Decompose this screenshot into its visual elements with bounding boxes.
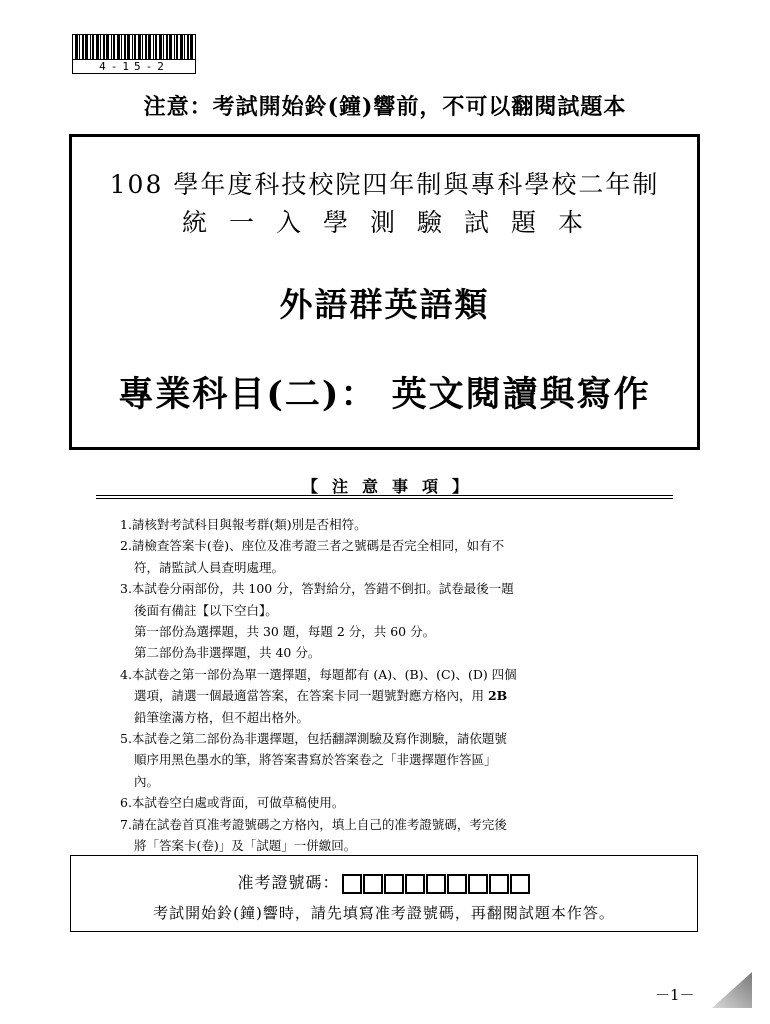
exam-id-hint: 考試開始鈴(鐘)響時，請先填寫准考證號碼，再翻閱試題本作答。 [153, 904, 615, 922]
notice-item: 5.本試卷之第二部份為非選擇題，包括翻譯測驗及寫作測驗，請依題號 [120, 731, 507, 747]
notice-item: 將「答案卡(卷)」及「試題」一併繳回。 [134, 838, 357, 854]
notice-item: 6.本試卷空白處或背面，可做草稿使用。 [120, 795, 345, 811]
exam-id-input[interactable] [342, 873, 531, 894]
notice-item: 內。 [134, 773, 160, 789]
notice-list [120, 514, 660, 857]
digit-box[interactable] [510, 874, 530, 894]
barcode-icon [72, 34, 196, 60]
notice-item: 3.本試卷分兩部份，共 100 分，答對給分，答錯不倒扣。試卷最後一題 [120, 581, 514, 597]
pencil-grade: 2B [487, 688, 508, 704]
title-box [69, 134, 700, 450]
page-number: －1－ [655, 986, 695, 1004]
digit-box[interactable] [489, 874, 509, 894]
subject-title: 專業科目(二)： 英文閱讀與寫作 [118, 374, 651, 415]
notice-item: 鉛筆塗滿方格，但不超出格外。 [134, 709, 310, 725]
notice-item: 第一部份為選擇題，共 30 題，每題 2 分，共 60 分。 [134, 624, 436, 640]
notice-item: 4.本試卷之第一部份為單一選擇題，每題都有 (A)、(B)、(C)、(D) 四個 [120, 666, 517, 682]
divider [96, 498, 673, 499]
notice-item: 1.請核對考試科目與報考群(類)別是否相符。 [120, 517, 367, 532]
notice-header: 【注意事項】 [301, 477, 482, 496]
digit-box[interactable] [426, 874, 446, 894]
digit-box[interactable] [384, 874, 404, 894]
digit-box[interactable] [342, 874, 362, 894]
barcode [72, 34, 196, 74]
notice-item: 後面有備註【以下空白】。 [134, 602, 278, 618]
page-corner-icon [712, 972, 752, 1008]
notice-item [120, 685, 660, 706]
exam-id-box [70, 855, 698, 932]
digit-box[interactable] [468, 874, 488, 894]
notice-item: 符，請監試人員查明處理。 [134, 559, 285, 575]
digit-box[interactable] [405, 874, 425, 894]
barcode-code: 4-15-2 [72, 60, 196, 74]
digit-box[interactable] [363, 874, 383, 894]
notice-item: 7.請在試卷首頁准考證號碼之方格內，填上自己的准考證號碼，考完後 [120, 816, 507, 832]
notice-item: 第二部份為非選擇題，共 40 分。 [134, 645, 321, 661]
warning-text: 注意：考試開始鈴(鐘)響前，不可以翻閱試題本 [143, 94, 627, 120]
notice-item-text: 選項，請選一個最適當答案，在答案卡同一題號對應方格內，用 [134, 688, 488, 704]
title-line-2: 統一入學測驗試題本 [181, 208, 605, 237]
exam-id-label: 准考證號碼： [237, 873, 340, 892]
group-title: 外語群英語類 [279, 285, 490, 324]
digit-box[interactable] [447, 874, 467, 894]
divider [96, 495, 673, 496]
title-line-1: 108 學年度科技校院四年制與專科學校二年制 [109, 170, 660, 199]
notice-item: 2.請檢查答案卡(卷)、座位及准考證三者之號碼是否完全相同，如有不 [120, 538, 505, 554]
notice-item: 順序用黑色墨水的筆，將答案書寫於答案卷之「非選擇題作答區」 [134, 752, 497, 768]
exam-id-row [71, 870, 697, 894]
